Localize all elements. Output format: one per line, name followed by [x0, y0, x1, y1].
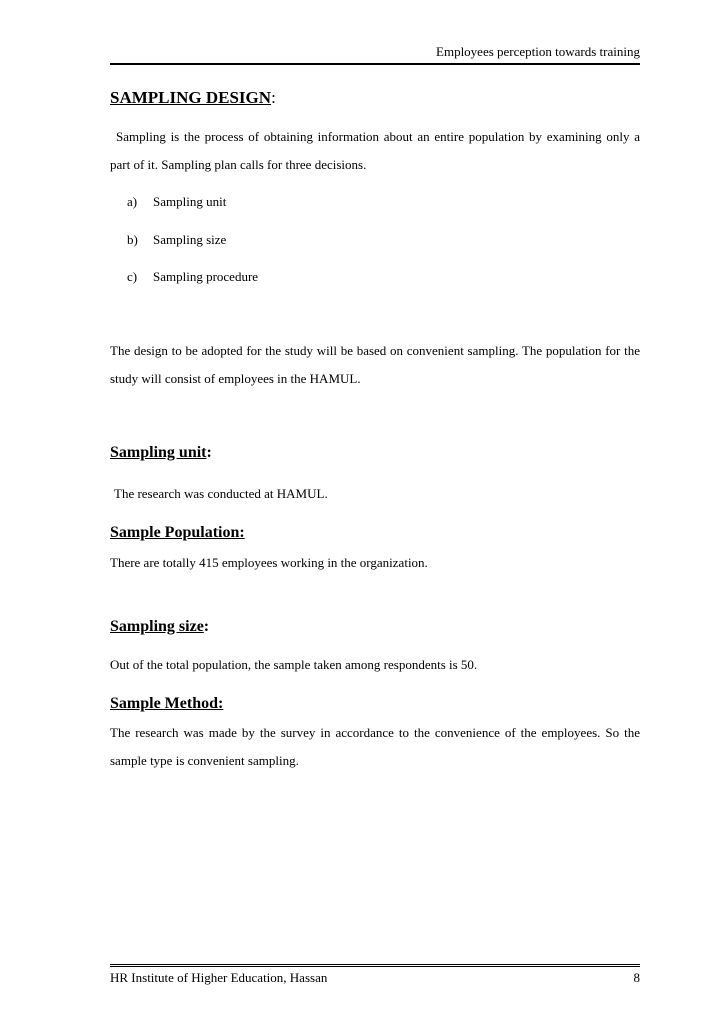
page-number: 8 [633, 970, 640, 985]
sampling-unit-heading [110, 444, 212, 462]
section-title [110, 88, 276, 108]
section-title-colon: : [271, 88, 276, 107]
list-item [127, 194, 226, 210]
list-marker: b) [127, 232, 138, 247]
sampling-size-heading-text: Sampling size [110, 618, 204, 635]
sample-method-heading-text: Sample Method: [110, 695, 224, 712]
sampling-size-heading-colon: : [203, 618, 210, 635]
sampling-size-heading [110, 618, 209, 636]
list-text: Sampling unit [153, 194, 227, 209]
section-title-text: SAMPLING DESIGN [110, 88, 272, 107]
list-item [127, 232, 226, 248]
list-text: Sampling procedure [153, 269, 259, 284]
list-item [127, 269, 258, 285]
list-text: Sampling size [153, 232, 227, 247]
footer-rule [110, 964, 640, 967]
running-header: Employees perception towards training [436, 44, 640, 59]
intro-paragraph: Sampling is the process of obtaining information about an entire population by examining only a part of it. Sampling plan calls for three decisions. [110, 129, 640, 172]
design-paragraph: The design to be adopted for the study will be based on convenient sampling. The population for the study will consist of employees in the HAMUL. [110, 343, 640, 386]
sampling-unit-heading-text: Sampling unit [110, 444, 207, 461]
sampling-unit-text: The research was conducted at HAMUL. [114, 486, 328, 501]
list-marker: a) [127, 194, 138, 209]
header-rule [110, 63, 640, 65]
sample-method-heading [110, 695, 223, 713]
sampling-size-text: Out of the total population, the sample taken among respondents is 50. [110, 657, 478, 672]
sample-method-paragraph: The research was made by the survey in accordance to the convenience of the employees. So the sample type is convenient sampling. [110, 725, 640, 768]
list-marker: c) [127, 269, 138, 284]
sample-population-text: There are totally 415 employees working in the organization. [110, 555, 428, 570]
footer-institute: HR Institute of Higher Education, Hassan [110, 970, 328, 985]
sampling-unit-heading-colon: : [206, 444, 212, 461]
sample-population-heading [110, 524, 245, 542]
sample-population-heading-text: Sample Population: [110, 524, 245, 541]
